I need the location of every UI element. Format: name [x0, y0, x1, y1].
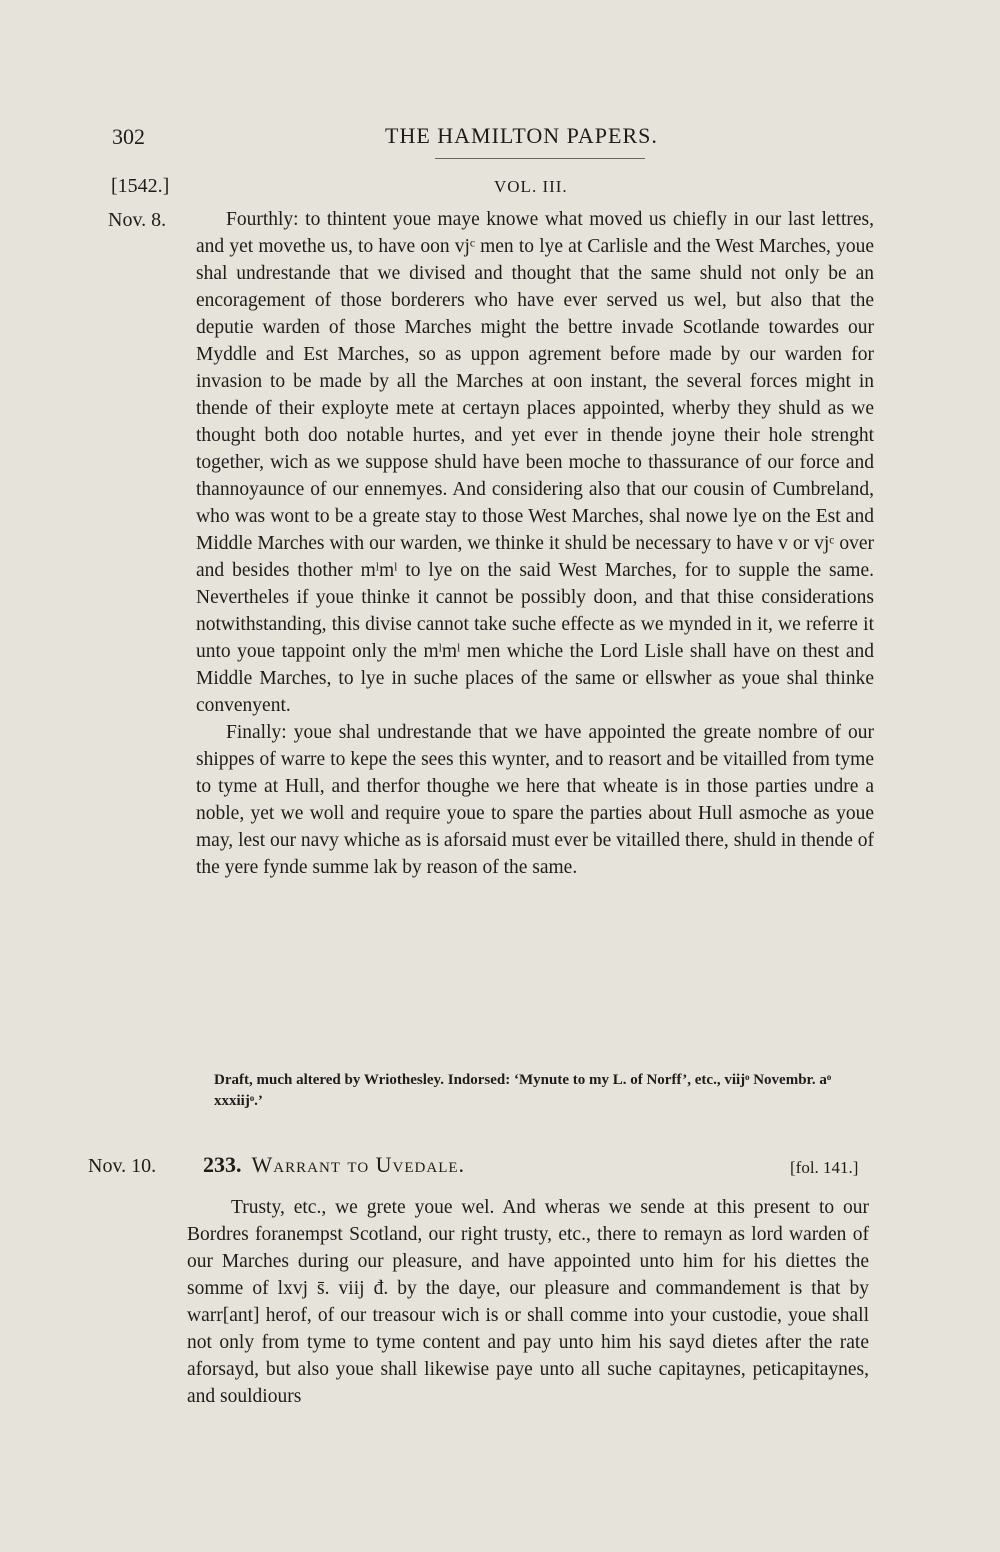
- page-number: 302: [112, 124, 145, 149]
- year-marginal: [1542.]: [111, 175, 170, 197]
- volume-label: VOL. III.: [494, 177, 568, 196]
- folio-reference: [fol. 141.]: [790, 1158, 859, 1177]
- entry-date-nov-8: Nov. 8.: [108, 209, 167, 231]
- document-title: Warrant to Uvedale.: [251, 1152, 466, 1177]
- entry-date-nov-10: Nov. 10.: [88, 1155, 157, 1177]
- warrant-body: [187, 1194, 869, 1410]
- paragraph-finally: Finally: youe shal undrestande that we have appointed the greate nombre of our shippes of warre to kepe the sees this wynter, and to reasort and be vitailled from tyme to tyme at Hull, and therfor thoughe we here that wheate is in those parties undre a noble, yet we woll and require youe to spare the parties about Hull asmoche as youe may, lest our navy whiche as is aforsaid must ever be vitailled there, shuld in thende of the yere fynde summe lak by reason of the same.: [196, 722, 874, 878]
- document-heading: [203, 1152, 465, 1178]
- letter-body: [196, 206, 874, 881]
- paragraph-trusty: Trusty, etc., we grete youe wel. And wheras we sende at this present to our Bordres foranempst Scotland, our right trusty, etc., there to remayn as lord warden of our Marches during our pleasure, and have appointed unto him for his diettes the somme of lxvj s̄. viij đ. by the daye, our pleasure and commandement is that by warr[ant] herof, of our treasour wich is or shall comme into your custodie, youe shall not only from tyme to tyme content and pay unto him his sayd dietes after the rate aforsayd, but also youe shall likewise paye unto all suche capitaynes, peticapitaynes, and souldiours: [187, 1197, 869, 1407]
- running-title: THE HAMILTON PAPERS.: [385, 123, 658, 148]
- document-number: 233.: [203, 1152, 242, 1177]
- paragraph-fourthly: Fourthly: to thintent youe maye knowe what moved us chiefly in our last lettres, and yet movethe us, to have oon vjᶜ men to lye at Carlisle and the West Marches, youe shal undrestande that we divised and thought that the same shuld not only be an encoragement of those borderers who have ever served us wel, but also that the deputie warden of those Marches might the bettre invade Scotlande towardes our Myddle and Est Marches, so as uppon agrement before made by our warden for invasion to be made by all the Marches at oon instant, the several forces might in thende of their exployte mete at certayn places appointed, wherby they shuld as we thought both doo notable hurtes, and yet ever in thende joyne their hole strenght together, wich as we suppose shuld have been moche to thassurance of our force and thannoyaunce of our ennemyes. And considering also that our cousin of Cumbreland, who was wont to be a greate stay to those West Marches, shal nowe lye on the Est and Middle Marches with our warden, we thinke it shuld be necessary to have v or vjᶜ over and besides thother mˡmˡ to lye on the said West Marches, for to supple the same. Nevertheles if youe thinke it cannot be possibly doon, and that thise considerations notwithstanding, this divise cannot take suche effecte as we mynded in it, we referre it unto youe tappoint only the mˡmˡ men whiche the Lord Lisle shall have on thest and Middle Marches, to lye in suche places of the same or ellswher as youe shal thinke convenyent.: [196, 209, 874, 716]
- header-rule: [435, 158, 645, 159]
- editorial-note: Draft, much altered by Wriothesley. Indorsed: ‘Mynute to my L. of Norff’, etc., viijᵒ Novembr. aᵒ xxxiijᵒ.’: [214, 1072, 832, 1109]
